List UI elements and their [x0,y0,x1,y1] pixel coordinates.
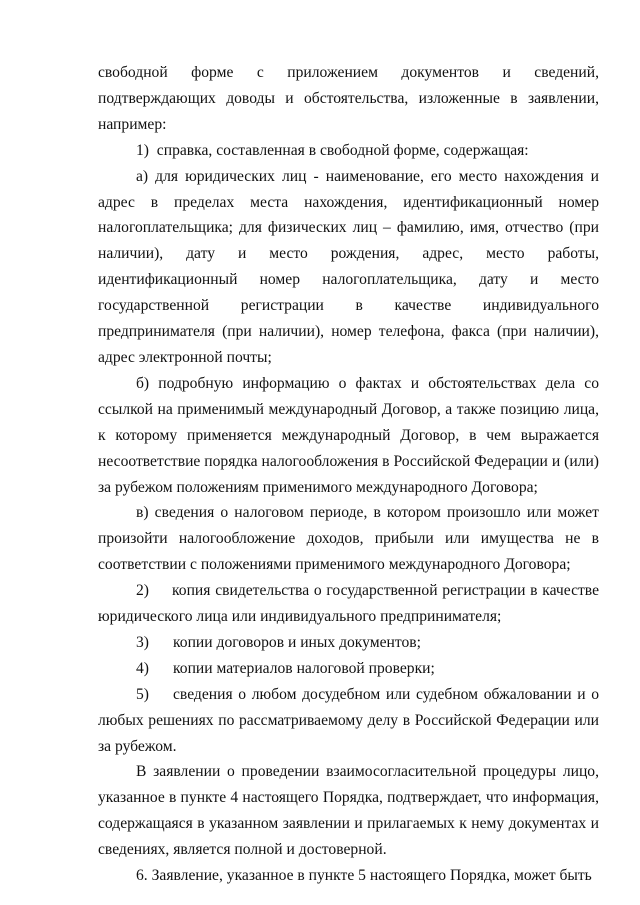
subitem-v: в) сведения о налоговом периоде, в котором произошло или может произойти налогообложение доходов, прибыли или имущества не в соответствии с положениями применимого международного Договора; [98,504,599,574]
list-number: 1) [136,141,149,159]
paragraph-intro-continuation: свободной форме с приложением документов и сведений, подтверждающих доводы и обстоятельства, изложенные в заявлении, например: [98,64,599,133]
list-number: 3) [136,633,149,651]
list-item-text: копии материалов налоговой проверки; [173,659,435,677]
list-number: 4) [136,659,149,677]
subitem-b: б) подробную информацию о фактах и обстоятельствах дела со ссылкой на применимый международный Договор, а также позицию лица, к которому применяется международный Договор, в чем выражается несоответствие порядка налогообложения в Российской Федерации и (или) за рубежом положениям применимого международного Договора; [98,374,599,496]
list-item-text: справка, составленная в свободной форме, содержащая: [156,141,529,159]
subitem-a: а) для юридических лиц - наименование, его место нахождения и адрес в пределах места нахождения, идентификационный номер налогоплательщика; для физических лиц – фамилию, имя, отчество (при наличии), дату и место рождения, адрес, место работы, идентификационный номер налогоплательщика, дату и место государственной регистрации в качестве индивидуального предпринимателя (при наличии), номер телефона, факса (при наличии), адрес электронной почты; [98,167,599,366]
list-number: 5) [136,685,149,703]
list-item-4 [98,656,599,682]
paragraph-point-6: 6. Заявление, указанное в пункте 5 настоящего Порядка, может быть [136,867,592,885]
list-item-2 [98,578,599,630]
list-item-text: сведения о любом досудебном или судебном обжаловании и о любых решениях по рассматриваемому делу в Российской Федерации или за рубежом. [98,685,599,755]
list-item-5 [98,682,599,760]
list-number: 2) [136,582,149,600]
list-item-text: копии договоров и иных документов; [173,633,421,651]
paragraph-confirmation: В заявлении о проведении взаимосогласительной процедуры лицо, указанное в пункте 4 настоящего Порядка, подтверждает, что информация, содержащаяся в указанном заявлении и прилагаемых к нему документах и сведениях, является полной и достоверной. [98,763,599,859]
list-item-text: копия свидетельства о государственной регистрации в качестве юридического лица или индивидуального предпринимателя; [98,582,599,626]
list-item-1 [98,138,599,164]
list-item-3 [98,630,599,656]
